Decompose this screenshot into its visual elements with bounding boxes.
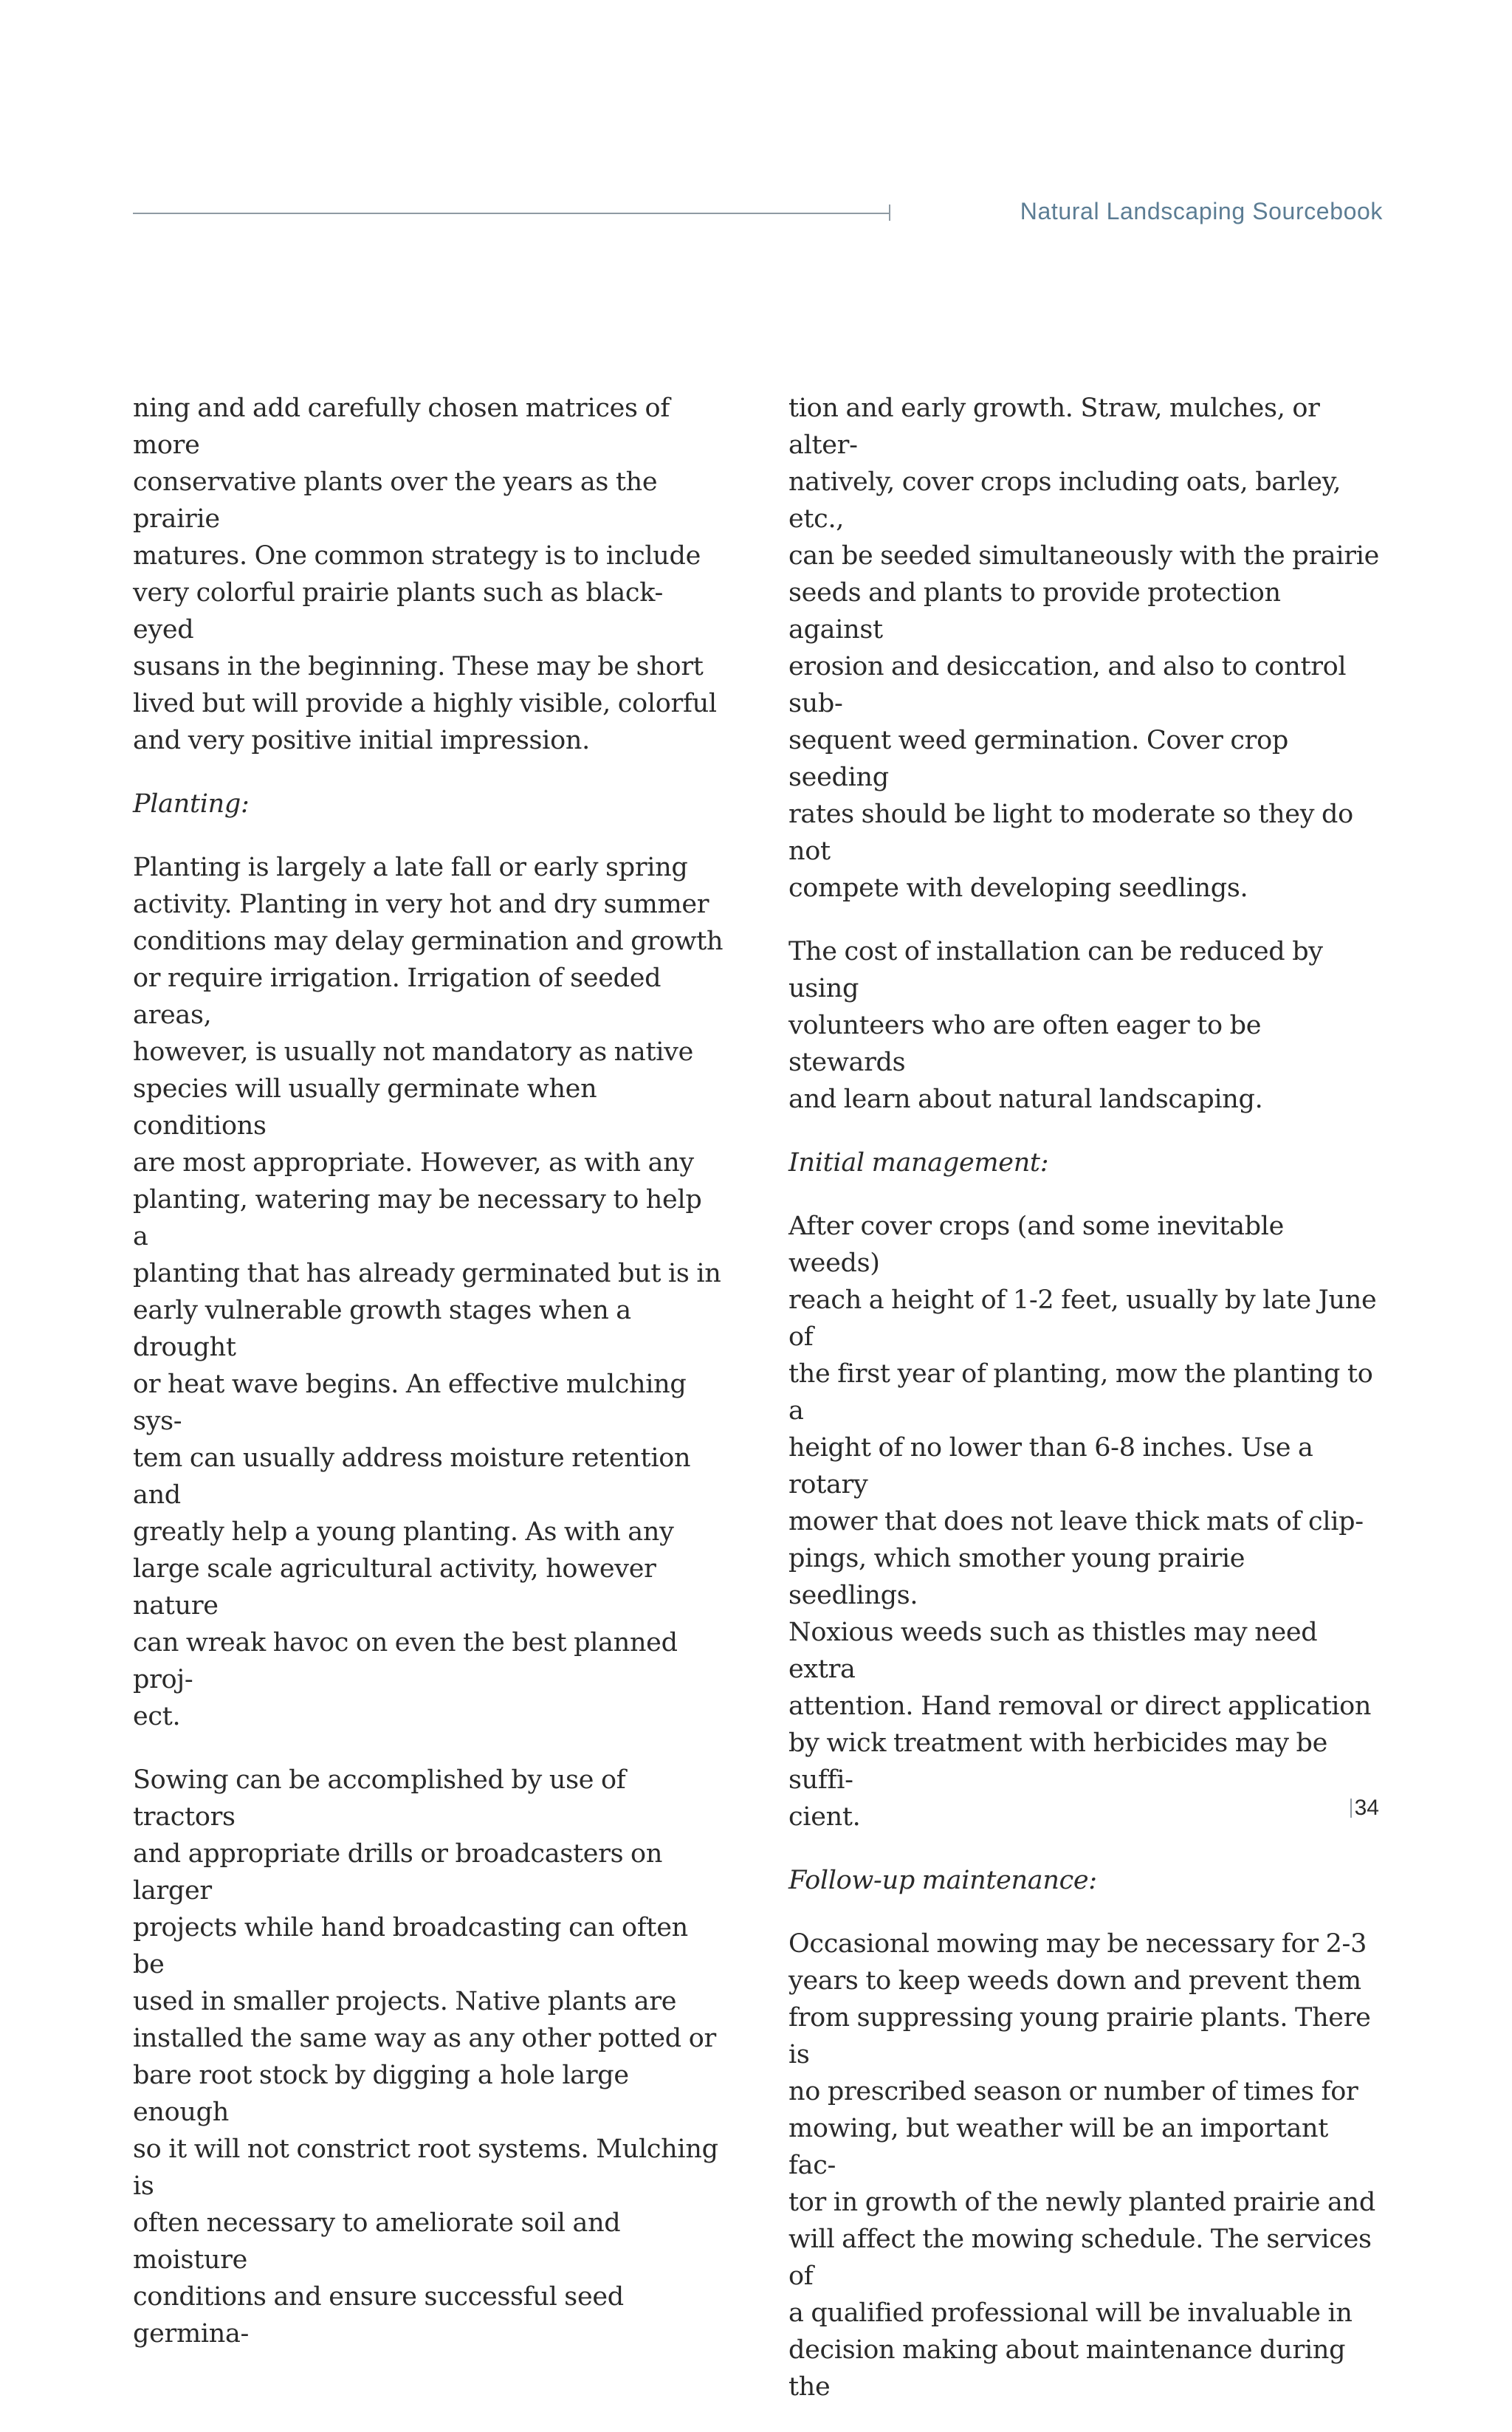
paragraph: Planting is largely a late fall or early spring activity. Planting in very hot and dry summer conditions may delay germination and growth or require irrigation. Irrigation of seeded areas, however, is usually not mandatory as native species will usually germinate when conditions are most appropriate. However, as with any planting, watering may be necessary to help a planting that has already germinated but is in early vulnerable growth stages when a drought or heat wave begins. An effective mulching sys- tem can usually address moisture retention and greatly help a young planting. As with any large scale agricultural activity, however nature can wreak havoc on even the best planned proj- ect. <box>133 853 724 1731</box>
page-number-bar <box>1350 1799 1352 1818</box>
section-heading-follow-up-maintenance: Follow-up maintenance: <box>788 1866 1097 1895</box>
header-rule-tick <box>889 205 890 221</box>
header-rule <box>133 213 890 214</box>
paragraph: After cover crops (and some inevitable weeds) reach a height of 1-2 feet, usually by late June of the first year of planting, mow the planting to a height of no lower than 6-8 inches. Use a rotary mower that does not leave thick mats of clip- pings, which smother young prairie seedlings. Noxious weeds such as thistles may need extra attention. Hand removal or direct application by wick treatment with herbicides may be suffi- cient. <box>788 1212 1377 1832</box>
paragraph: Occasional mowing may be necessary for 2-3 years to keep weeds down and prevent them from suppressing young prairie plants. There is no prescribed season or number of times for mowing, but weather will be an important fac- tor in growth of the newly planted prairie and will affect the mowing schedule. The services of a qualified professional will be invaluable in decision making about maintenance during the <box>788 1929 1375 2402</box>
paragraph: tion and early growth. Straw, mulches, or alter- natively, cover crops including oats, barley, etc., can be seeded simultaneously with the prairie seeds and plants to provide protection against erosion and desiccation, and also to control sub- sequent weed germination. Cover crop seeding rates should be light to moderate so they do not compete with developing seedlings. <box>788 394 1380 903</box>
paragraph: The cost of installation can be reduced by using volunteers who are often eager to be stewards and learn about natural landscaping. <box>788 937 1323 1114</box>
left-column <box>133 390 724 2379</box>
page-number <box>1350 1796 1379 1821</box>
page-number-value: 34 <box>1354 1796 1379 1820</box>
section-heading-initial-management: Initial management: <box>788 1148 1049 1178</box>
paragraph: Sowing can be accomplished by use of tractors and appropriate drills or broadcasters on larger projects while hand broadcasting can often be used in smaller projects. Native plants are installed the same way as any other potted or bare root stock by digging a hole large enough so it will not constrict root systems. Mulching is often necessary to ameliorate soil and moisture conditions and ensure successful seed germina- <box>133 1765 718 2349</box>
running-header-title: Natural Landscaping Sourcebook <box>1020 198 1383 224</box>
section-heading-planting: Planting: <box>133 789 250 819</box>
paragraph: ning and add carefully chosen matrices of more conservative plants over the years as the prairie matures. One common strategy is to include very colorful prairie plants such as black-eyed susans in the beginning. These may be short lived but will provide a highly visible, colorful and very positive initial impression. <box>133 394 717 755</box>
right-column <box>788 390 1379 2432</box>
